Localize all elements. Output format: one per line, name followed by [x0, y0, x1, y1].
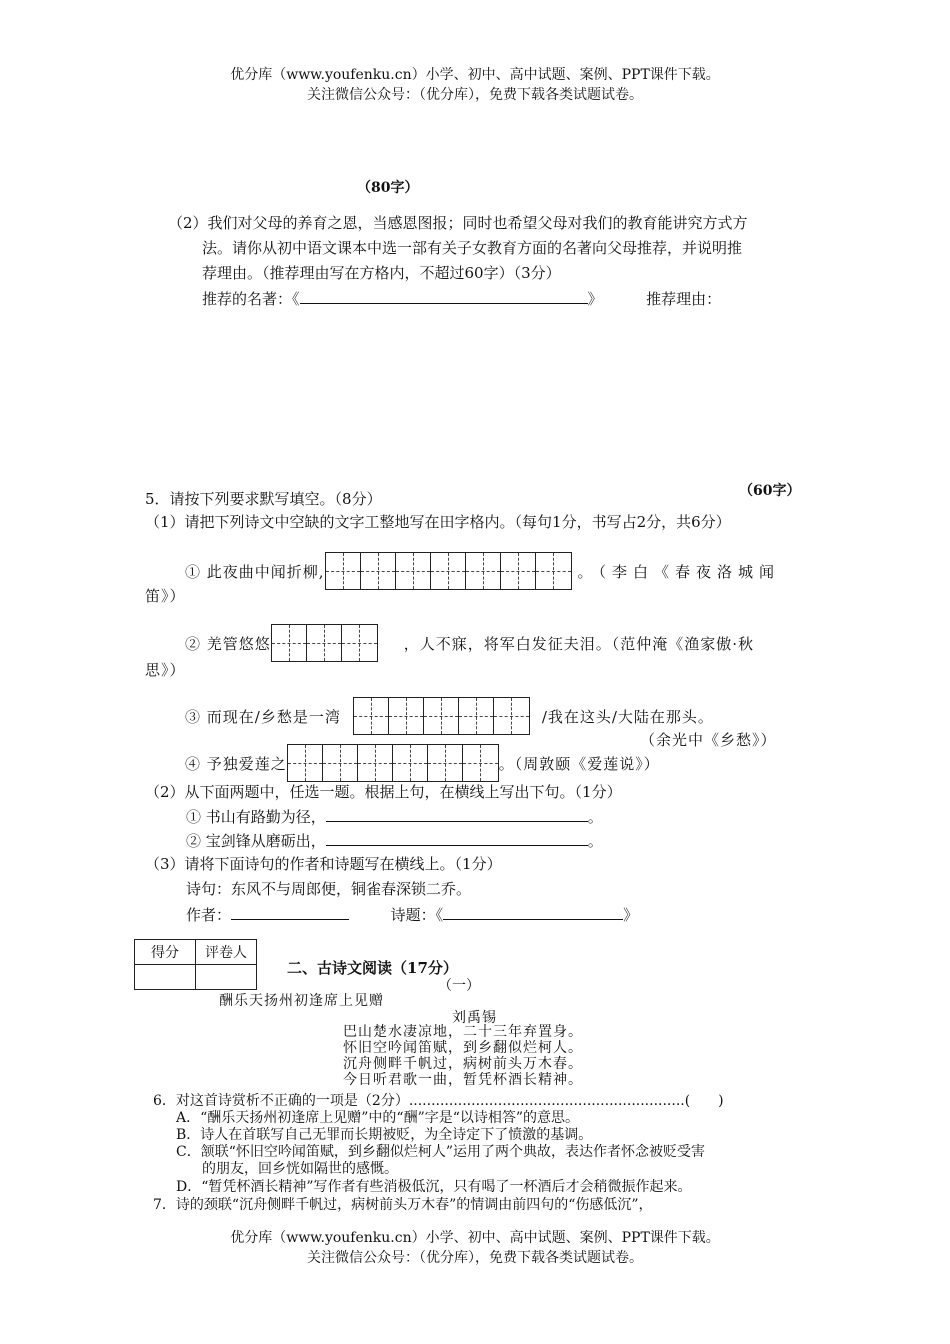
poem-title-close: 》 [623, 906, 639, 924]
score-cell[interactable] [135, 965, 196, 990]
item2-wrap: 思》） [145, 661, 186, 679]
char-grid-3[interactable] [353, 697, 530, 735]
item4-pre: ④ 予独爱莲之 [185, 754, 287, 773]
option-1-text: ① 书山有路勤为径， [186, 808, 326, 826]
option-1-period: 。 [587, 808, 603, 826]
item3-source: （余光中《乡愁》） [640, 731, 777, 749]
book-label: 推荐的名著：《 [202, 290, 300, 308]
footer-line-1: 优分库（www.youfenku.cn）小学、初中、高中试题、案例、PPT课件下载。 [230, 1230, 720, 1246]
word-limit-60: （60字） [739, 483, 801, 499]
poem-line: 诗句：东风不与周郎便，铜雀春深锁二乔。 [186, 880, 472, 898]
q6-option-c-line2: 的朋友，回乡恍如隔世的感慨。 [202, 1161, 398, 1177]
fill-item-1 [185, 552, 780, 590]
char-grid-1[interactable] [325, 552, 572, 590]
q6-option-b: B．诗人在首联写自己无罪而长期被贬，为全诗定下了愤激的基调。 [176, 1127, 593, 1143]
q6-option-c-line1: C．颔联“怀旧空吟闻笛赋，到乡翻似烂柯人”运用了两个典故，表达作者怀念被贬受害 [176, 1144, 706, 1160]
poem-title-answer-line[interactable] [443, 903, 623, 920]
poem-line-2: 怀旧空吟闻笛赋，到乡翻似烂柯人。 [343, 1040, 583, 1056]
q4-part2-line3: 荐理由。（推荐理由写在方格内，不超过60字）（3分） [202, 264, 561, 282]
q5-title: 5．请按下列要求默写填空。（8分） [145, 490, 382, 508]
book-close: 》 [587, 290, 603, 308]
item2-pre: ② 羌管悠悠 [185, 634, 271, 653]
section2-title: 二、古诗文阅读（17分） [287, 959, 458, 977]
q6-option-a: A．“酬乐天扬州初逢席上见赠”中的“酬”字是“以诗相答”的意思。 [176, 1110, 580, 1126]
header-line-1: 优分库（www.youfenku.cn）小学、初中、高中试题、案例、PPT课件下载。 [230, 67, 720, 83]
q5-sub1: （1）请把下列诗文中空缺的文字工整地写在田字格内。（每句1分，书写占2分，共6分） [145, 513, 731, 531]
option-2 [186, 829, 603, 851]
char-grid-2[interactable] [271, 624, 378, 662]
q5-sub3: （3）请将下面诗句的作者和诗题写在横线上。（1分） [145, 855, 502, 873]
reason-label: 推荐理由： [646, 290, 722, 308]
option-2-text: ② 宝剑锋从磨砺出， [186, 832, 326, 850]
q6-stem: 6．对这首诗赏析不正确的一项是（2分）..............................................................( ) [153, 1093, 724, 1109]
author-title-row [186, 903, 638, 925]
q7-stem: 7．诗的颈联“沉舟侧畔千帆过，病树前头万木春”的情调由前四句的“伤感低沉”， [153, 1197, 653, 1213]
poem-author: 刘禹锡 [452, 1010, 497, 1026]
poem-line-4: 今日听君歌一曲，暂凭杯酒长精神。 [343, 1072, 583, 1088]
recommend-row [202, 287, 721, 309]
author-answer-line[interactable] [231, 903, 349, 920]
header-line-2: 关注微信公众号：（优分库），免费下载各类试题试卷。 [307, 87, 643, 103]
grader-label: 评卷人 [196, 940, 257, 965]
fill-item-2 [185, 624, 754, 662]
q4-part2-line2: 法。请你从初中语文课本中选一部有关子女教育方面的名著向父母推荐，并说明推 [202, 239, 743, 257]
fill-item-4 [185, 744, 660, 782]
q6-option-d: D．“暂凭杯酒长精神”写作者有些消极低沉，只有喝了一杯酒后才会稍微振作起来。 [176, 1179, 692, 1195]
q4-part2-line1: （2）我们对父母的养育之恩，当感恩图报；同时也希望父母对我们的教育能讲究方式方 [168, 214, 748, 232]
item2-post: ，人不寐，将军白发征夫泪。（范仲淹《渔家傲·秋 [403, 634, 755, 653]
poem-title: 酬乐天扬州初逢席上见赠 [219, 993, 384, 1009]
poem-line-1: 巴山楚水凄凉地，二十三年弃置身。 [343, 1024, 583, 1040]
char-grid-4[interactable] [287, 744, 499, 782]
poem-title-label: 诗题：《 [390, 906, 444, 924]
section2-sub: （一） [438, 978, 480, 994]
poem-line-3: 沉舟侧畔千帆过，病树前头万木春。 [343, 1056, 583, 1072]
item1-pre: ① 此夜曲中闻折柳, [185, 562, 325, 581]
book-answer-line[interactable] [300, 287, 588, 304]
item3-post: /我在这头/大陆在那头。 [541, 707, 714, 726]
author-label: 作者： [186, 906, 232, 924]
grader-cell[interactable] [196, 965, 257, 990]
fill-item-3 [185, 697, 714, 735]
score-table [134, 939, 257, 990]
item1-wrap: 笛》） [145, 587, 186, 605]
item3-pre: ③ 而现在/乡愁是一湾 [185, 707, 341, 726]
option-1-answer-line[interactable] [326, 805, 588, 822]
item1-post: 。（李白《春夜洛城闻 [577, 562, 781, 581]
option-2-period: 。 [587, 832, 603, 850]
option-1 [186, 805, 603, 827]
option-2-answer-line[interactable] [326, 829, 588, 846]
footer-line-2: 关注微信公众号：（优分库），免费下载各类试题试卷。 [307, 1250, 643, 1266]
item4-post: 。（周敦颐《爱莲说》） [498, 754, 660, 773]
q5-sub2: （2）从下面两题中，任选一题。根据上句，在横线上写出下句。（1分） [145, 783, 622, 801]
score-label: 得分 [135, 940, 196, 965]
word-limit-80: （80字） [357, 180, 419, 196]
